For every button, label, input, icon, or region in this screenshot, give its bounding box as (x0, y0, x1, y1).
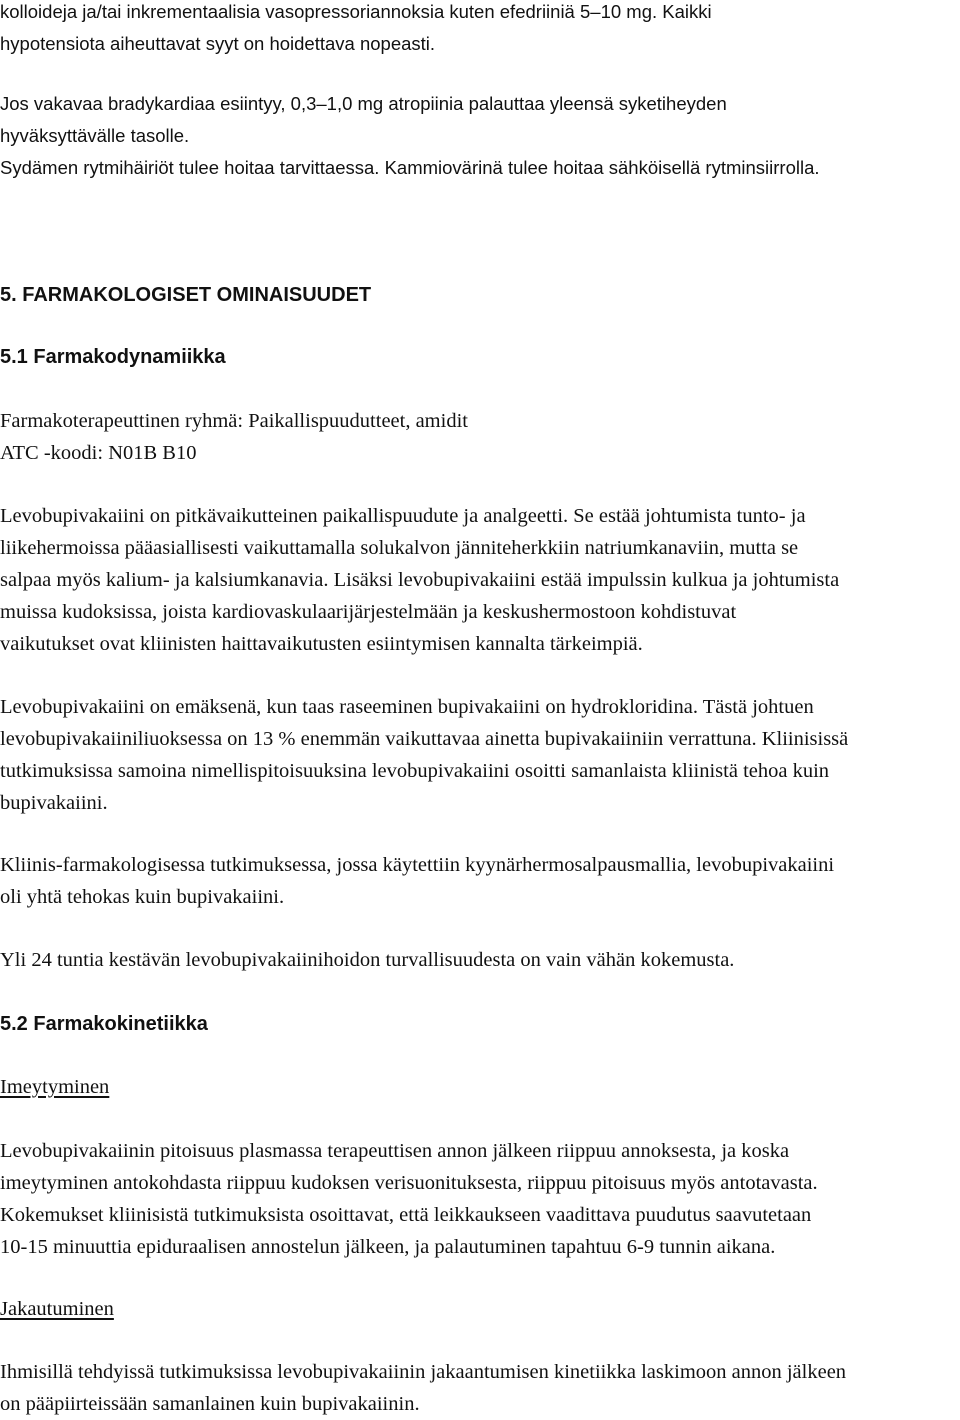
text-line: Levobupivakaiini on pitkävaikutteinen paikallispuudute ja analgeetti. Se estää johtumista tunto- ja (0, 505, 806, 527)
text-line: hypotensiota aiheuttavat syyt on hoidettava nopeasti. (0, 33, 436, 54)
text-line: hyväksyttävälle tasolle. (0, 125, 190, 146)
text-line: Sydämen rytmihäiriöt tulee hoitaa tarvittaessa. Kammiovärinä tulee hoitaa sähköisellä rytminsiirrolla. (0, 157, 820, 178)
paragraph-clinical-study (0, 849, 960, 913)
paragraph-distribution (0, 1356, 960, 1420)
text-line: Kliinis-farmakologisessa tutkimuksessa, jossa käytettiin kyynärhermosalpausmallia, levobupivakaiini (0, 854, 835, 876)
text-line: 10-15 minuuttia epiduraalisen annostelun jälkeen, ja palautuminen tapahtuu 6-9 tunnin aikana. (0, 1236, 776, 1258)
absorption-subheading-block (0, 1071, 960, 1103)
distribution-subheading: Jakautuminen (0, 1298, 114, 1320)
paragraph-arrhythmia (0, 152, 960, 184)
text-line: vaikutukset ovat kliinisten haittavaikutusten esiintymisen kannalta tärkeimpiä. (0, 633, 643, 655)
text-line: salpaa myös kalium- ja kalsiumkanavia. Lisäksi levobupivakaiini estää impulssin kulkua ja johtumista (0, 569, 840, 591)
text-line: liikehermoissa pääasiallisesti vaikuttamalla solukalvon jänniteherkkiin natriumkanaviin, mutta se (0, 537, 799, 559)
paragraph-absorption (0, 1135, 960, 1263)
text-line: Yli 24 tuntia kestävän levobupivakaiinihoidon turvallisuudesta on vain vähän kokemusta. (0, 949, 735, 971)
text-line: muissa kudoksissa, joista kardiovaskulaarijärjestelmään ja keskushermostoon kohdistuvat (0, 601, 737, 623)
paragraph-hypotension (0, 0, 960, 60)
text-line: oli yhtä tehokas kuin bupivakaiini. (0, 886, 285, 908)
text-line: on pääpiirteissään samanlainen kuin bupivakaiinin. (0, 1393, 420, 1415)
paragraph-mechanism (0, 500, 960, 660)
distribution-subheading-block (0, 1293, 960, 1325)
text-line: tutkimuksissa samoina nimellispitoisuuksina levobupivakaiini osoitti samanlaista kliinistä tehoa kuin (0, 760, 830, 782)
section-heading-5-1: 5.1 Farmakodynamiikka (0, 346, 226, 368)
atc-code: ATC -koodi: N01B B10 (0, 442, 197, 464)
text-line: Jos vakavaa bradykardiaa esiintyy, 0,3–1,0 mg atropiinia palauttaa yleensä syketiheyden (0, 93, 727, 114)
text-line: levobupivakaiiniliuoksessa on 13 % enemmän vaikuttavaa ainetta bupivakaiiniin verrattuna. Kliinisissä (0, 728, 849, 750)
text-line: bupivakaiini. (0, 792, 108, 814)
text-line: Levobupivakaiinin pitoisuus plasmassa terapeuttisen annon jälkeen riippuu annoksesta, ja koska (0, 1140, 790, 1162)
paragraph-experience (0, 944, 960, 976)
section-heading-5-2: 5.2 Farmakokinetiikka (0, 1013, 208, 1035)
pharmacotherapeutic-info (0, 405, 960, 469)
paragraph-base-form (0, 691, 960, 819)
text-line: Ihmisillä tehdyissä tutkimuksissa levobupivakaiinin jakaantumisen kinetiikka laskimoon annon jälkeen (0, 1361, 847, 1383)
paragraph-bradycardia (0, 88, 960, 152)
pharmacotherapeutic-group: Farmakoterapeuttinen ryhmä: Paikallispuudutteet, amidit (0, 410, 468, 432)
text-line: Levobupivakaiini on emäksenä, kun taas raseeminen bupivakaiini on hydrokloridina. Tästä johtuen (0, 696, 814, 718)
text-line: kolloideja ja/tai inkrementaalisia vasopressoriannoksia kuten efedriiniä 5–10 mg. Kaikki (0, 1, 712, 22)
text-line: imeytyminen antokohdasta riippuu kudoksen verisuonituksesta, riippuu pitoisuus myös antotavasta. (0, 1172, 818, 1194)
absorption-subheading: Imeytyminen (0, 1076, 110, 1098)
text-line: Kokemukset kliinisistä tutkimuksista osoittavat, että leikkaukseen vaadittava puudutus saavutetaan (0, 1204, 812, 1226)
section-heading-5: 5. FARMAKOLOGISET OMINAISUUDET (0, 284, 372, 306)
